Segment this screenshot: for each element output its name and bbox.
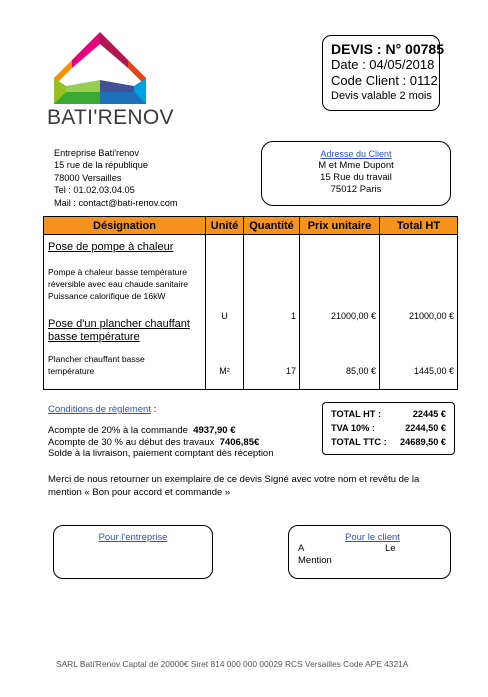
company-info xyxy=(54,147,178,209)
total-ht-label: TOTAL HT : xyxy=(331,409,382,419)
header-quantity: Quantité xyxy=(244,217,300,235)
client-signature-box xyxy=(288,525,451,579)
client-code: Code Client : 0112 xyxy=(331,73,438,88)
total-ttc-row xyxy=(331,435,446,449)
item-1-total: 21000,00 € xyxy=(408,311,454,321)
tva-label: TVA 10% : xyxy=(331,423,375,433)
client-address-box xyxy=(261,141,451,206)
payment-conditions-link[interactable]: Conditions de règlement xyxy=(48,404,151,415)
company-name: Entreprise Bati'renov xyxy=(54,148,139,158)
company-phone: Tel : 01.02.03.04.05 xyxy=(54,185,135,196)
quote-number: DEVIS : N° 00785 xyxy=(331,41,444,57)
signature-request-message: Merci de nous retourner un exemplaire de ce devis Signé avec votre nom et revêtu de la mention « Bon pour accord et commande » xyxy=(48,474,420,498)
item-1-unit-price: 21000,00 € xyxy=(330,311,376,321)
total-ht-value: 22445 € xyxy=(412,409,446,419)
company-street: 15 rue de la république xyxy=(54,160,148,171)
tva-row xyxy=(331,421,446,435)
mention-a: A xyxy=(298,543,305,554)
header-unit-price: Prix unitaire xyxy=(300,217,380,235)
deposit-2-amount: 7406,85€ xyxy=(219,436,260,448)
deposit-line-1 xyxy=(48,425,274,437)
item-1-desc-line: réversible avec eau chaude sanitaire xyxy=(48,279,188,289)
deposit-2-label: Acompte de 30 % au début des travaux xyxy=(48,436,215,448)
item-2-desc-line: Plancher chauffant basse xyxy=(48,354,145,364)
item-1-unit: U xyxy=(221,311,228,321)
item-1-desc-line: Pompe à chaleur basse température xyxy=(48,267,188,277)
deposit-1-amount: 4937,90 € xyxy=(193,425,236,436)
header-total-ht: Total HT xyxy=(380,217,458,235)
total-ttc-value: 24689,50 € xyxy=(400,437,446,447)
quote-info-box xyxy=(322,35,444,111)
deposit-line-2 xyxy=(48,437,274,449)
quote-validity: Devis valable 2 mois xyxy=(331,90,432,102)
item-2-total: 1445,00 € xyxy=(413,366,454,376)
client-signature-label[interactable]: Pour le client xyxy=(345,532,400,543)
header-designation: Désignation xyxy=(44,217,206,235)
payment-conditions xyxy=(48,425,274,460)
tva-value: 2244,50 € xyxy=(405,423,446,433)
item-2-unit-price: 85,00 € xyxy=(345,366,376,376)
payment-conditions-title xyxy=(48,404,156,415)
totals-box xyxy=(322,402,455,455)
payment-conditions-colon: : xyxy=(150,404,157,415)
total-ht-row xyxy=(331,407,446,421)
item-2-description xyxy=(48,353,145,377)
item-2-unit: M² xyxy=(219,366,230,376)
item-2-quantity: 17 xyxy=(285,366,296,376)
item-2-desc-line: température xyxy=(48,366,95,376)
client-street: 15 Rue du travail xyxy=(320,172,392,183)
items-table xyxy=(43,216,458,390)
client-name: M et Mme Dupont xyxy=(318,160,394,171)
company-signature-label[interactable]: Pour l'entreprise xyxy=(98,532,168,543)
mention-le: Le xyxy=(385,543,396,554)
brand-name: BATI'RENOV xyxy=(47,106,174,129)
deposit-1-label: Acompte de 20% à la commande xyxy=(48,425,188,436)
item-2-title xyxy=(48,318,190,344)
quote-date: Date : 04/05/2018 xyxy=(331,57,435,72)
balance-line: Solde à la livraison, paiement comptant dès réception xyxy=(48,448,274,460)
company-signature-box xyxy=(53,525,213,579)
item-2-title-line: basse température xyxy=(48,331,140,343)
item-2-title-line: Pose d'un plancher chauffant xyxy=(48,318,190,330)
company-city: 78000 Versailles xyxy=(54,172,122,183)
total-ttc-label: TOTAL TTC : xyxy=(331,437,387,447)
header-unit: Unité xyxy=(206,217,244,235)
client-address-heading: Adresse du Client xyxy=(320,149,392,159)
item-1-quantity: 1 xyxy=(290,311,296,321)
mention-label: Mention xyxy=(298,555,332,566)
house-logo-icon xyxy=(42,30,162,104)
table-body-row xyxy=(44,235,458,390)
legal-footer: SARL Bati'Renov Captal de 20000€ Siret 814 000 000 00029 RCS Versailles Code APE 4321A xyxy=(56,659,409,669)
item-1-description xyxy=(48,266,188,302)
item-1-title: Pose de pompe à chaleur xyxy=(48,241,174,253)
client-city: 75012 Paris xyxy=(330,184,382,195)
item-1-desc-line: Puissance calorifique de 16kW xyxy=(48,291,166,301)
company-email: Mail : contact@bati-renov.com xyxy=(54,197,178,208)
